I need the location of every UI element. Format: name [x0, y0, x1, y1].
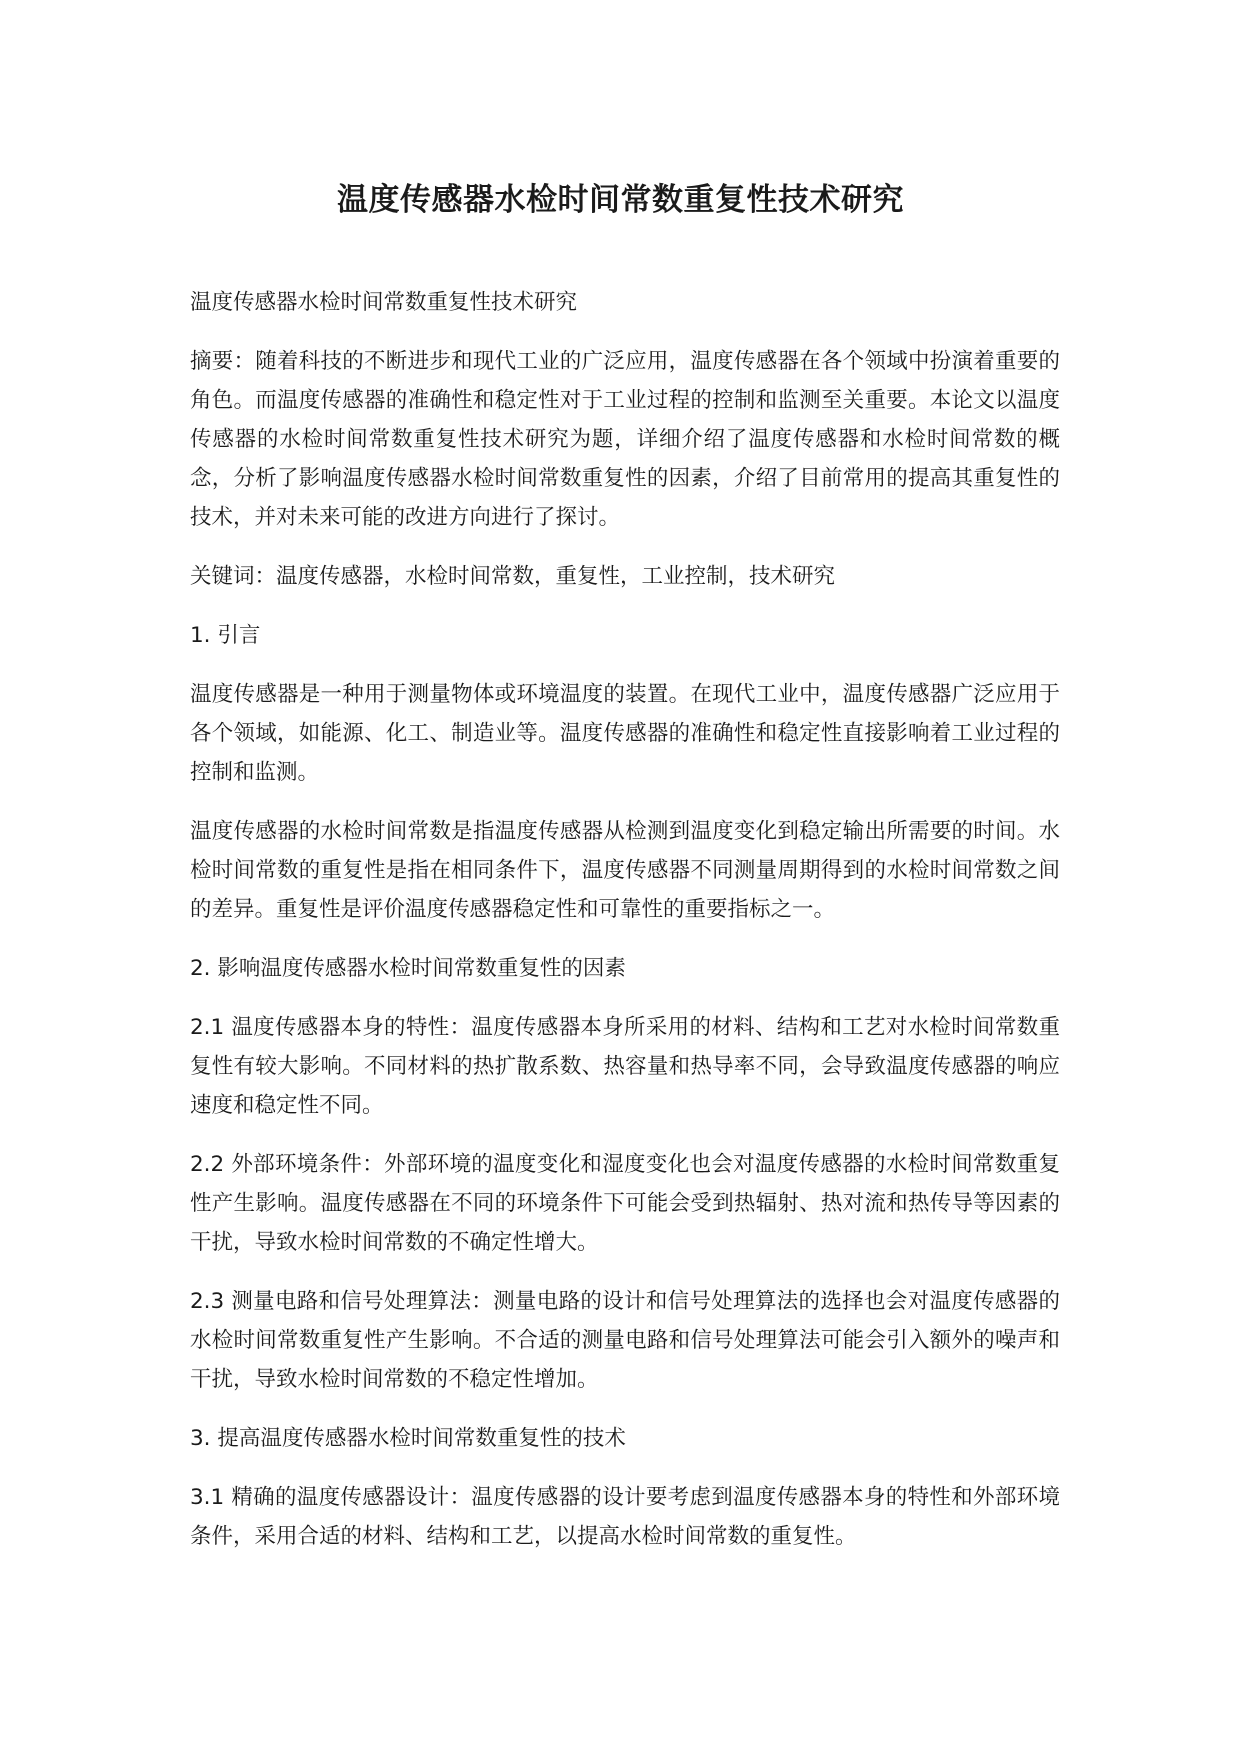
paragraph-2-1: 2.1 温度传感器本身的特性：温度传感器本身所采用的材料、结构和工艺对水检时间常数重复性有较大影响。不同材料的热扩散系数、热容量和热导率不同，会导致温度传感器的响应速度和稳定性不同。 [190, 1015, 1060, 1118]
document-body [190, 283, 1060, 1576]
section-heading-3: 3. 提高温度传感器水检时间常数重复性的技术 [190, 1426, 626, 1451]
paragraph-intro-1: 温度传感器是一种用于测量物体或环境温度的装置。在现代工业中，温度传感器广泛应用于各个领域，如能源、化工、制造业等。温度传感器的准确性和稳定性直接影响着工业过程的控制和监测。 [190, 682, 1060, 785]
paragraph-3-1: 3.1 精确的温度传感器设计：温度传感器的设计要考虑到温度传感器本身的特性和外部环境条件，采用合适的材料、结构和工艺，以提高水检时间常数的重复性。 [190, 1485, 1060, 1549]
paragraph-2-3: 2.3 测量电路和信号处理算法：测量电路的设计和信号处理算法的选择也会对温度传感器的水检时间常数重复性产生影响。不合适的测量电路和信号处理算法可能会引入额外的噪声和干扰，导致水检时间常数的不稳定性增加。 [190, 1289, 1060, 1392]
paragraph-abstract: 摘要：随着科技的不断进步和现代工业的广泛应用，温度传感器在各个领域中扮演着重要的角色。而温度传感器的准确性和稳定性对于工业过程的控制和监测至关重要。本论文以温度传感器的水检时间常数重复性技术研究为题，详细介绍了温度传感器和水检时间常数的概念，分析了影响温度传感器水检时间常数重复性的因素，介绍了目前常用的提高其重复性的技术，并对未来可能的改进方向进行了探讨。 [190, 349, 1060, 530]
section-heading-1: 1. 引言 [190, 623, 261, 648]
document-title: 温度传感器水检时间常数重复性技术研究 [337, 182, 904, 218]
paragraph-intro-2: 温度传感器的水检时间常数是指温度传感器从检测到温度变化到稳定输出所需要的时间。水检时间常数的重复性是指在相同条件下，温度传感器不同测量周期得到的水检时间常数之间的差异。重复性是评价温度传感器稳定性和可靠性的重要指标之一。 [190, 819, 1060, 922]
paragraph-subtitle: 温度传感器水检时间常数重复性技术研究 [190, 290, 578, 315]
paragraph-keywords: 关键词：温度传感器，水检时间常数，重复性，工业控制，技术研究 [190, 564, 836, 589]
section-heading-2: 2. 影响温度传感器水检时间常数重复性的因素 [190, 956, 626, 981]
paragraph-2-2: 2.2 外部环境条件：外部环境的温度变化和湿度变化也会对温度传感器的水检时间常数重复性产生影响。温度传感器在不同的环境条件下可能会受到热辐射、热对流和热传导等因素的干扰，导致水检时间常数的不确定性增大。 [190, 1152, 1060, 1255]
